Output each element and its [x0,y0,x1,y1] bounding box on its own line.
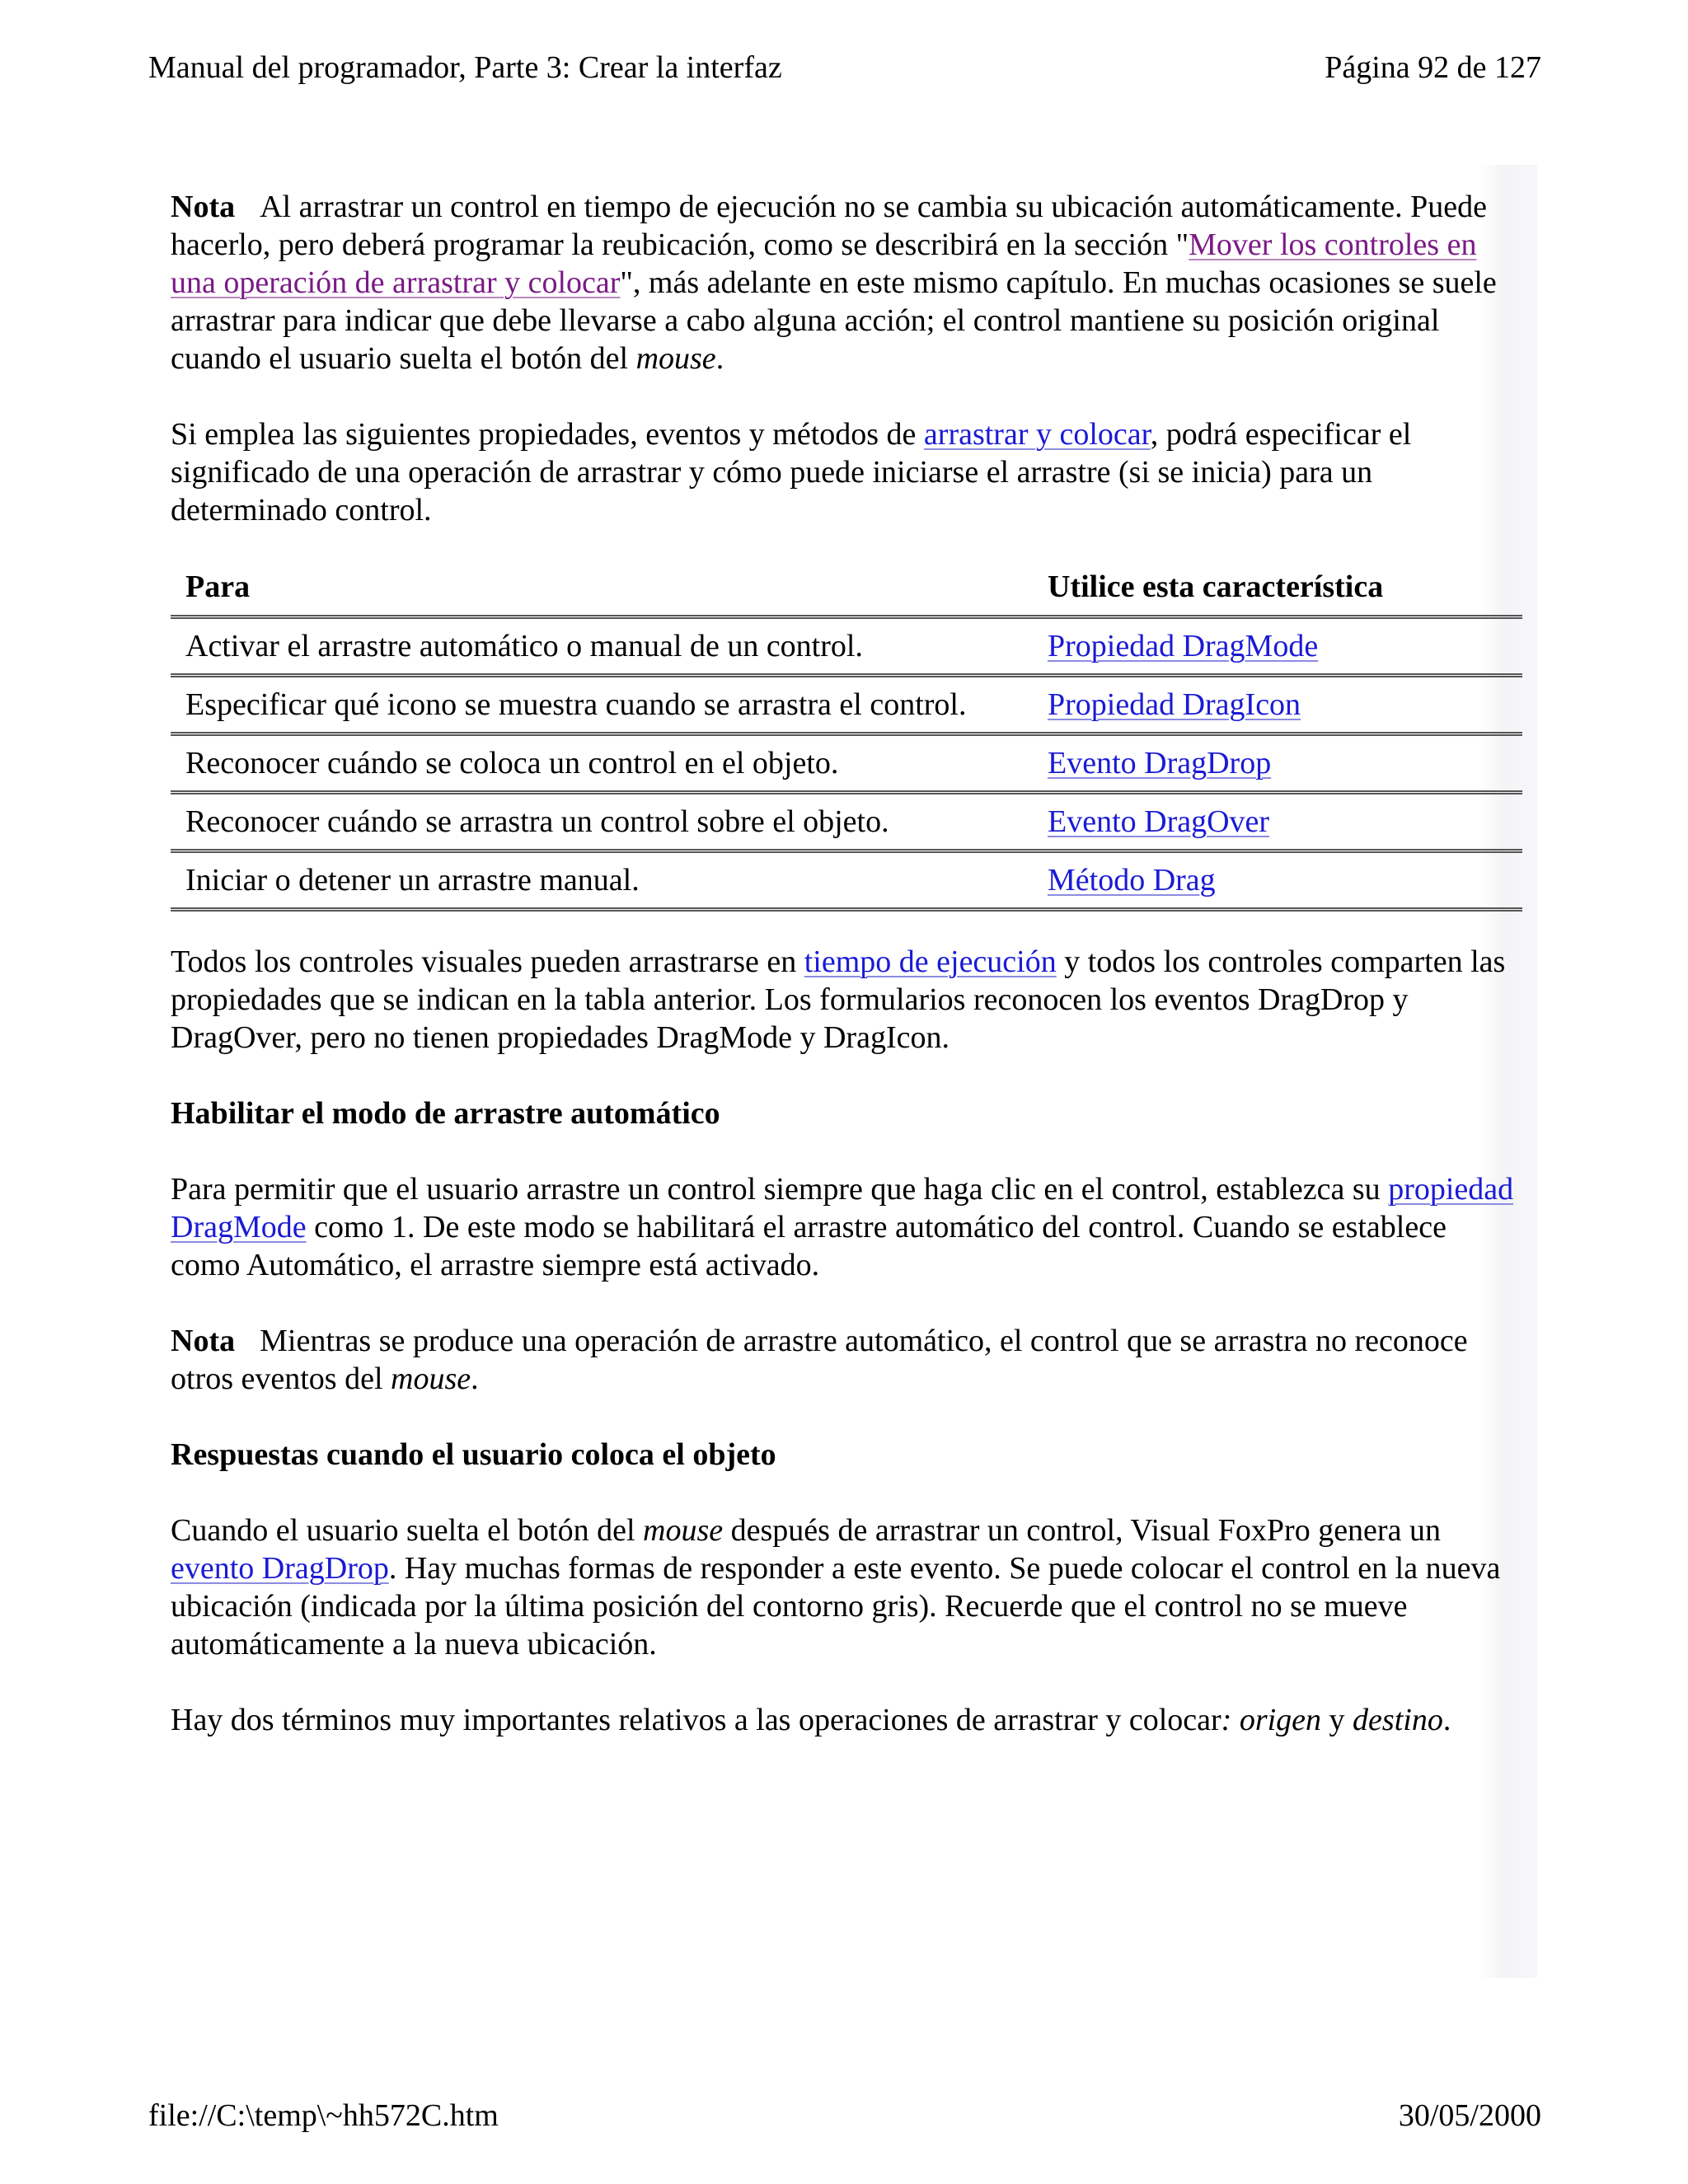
table-cell-feature [1033,793,1522,851]
propiedad-dragmode-link[interactable]: propiedad DragMode [171,1172,1514,1244]
terms-paragraph: Hay dos términos muy importantes relativos a las operaciones de arrastrar y colocar: origen y destino. [171,1703,1451,1737]
column-header-feature: Utilice esta característica [1033,567,1522,617]
tiempo-ejecucion-link[interactable]: tiempo de ejecución [804,944,1057,979]
page-number: Página 92 de 127 [1325,50,1541,85]
table-cell-purpose: Reconocer cuándo se arrastra un control sobre el objeto. [171,793,1033,851]
features-table [171,567,1522,912]
dragdrop-paragraph: Cuando el usuario suelta el botón del mouse después de arrastrar un control, Visual FoxPro genera un evento DragDrop. Hay muchas formas de responder a este evento. Se puede colocar el control en la nueva ubicación (indicada por la última posición del contorno gris). Recuerde que el control no se mueve automáticamente a la nueva ubicación. [171,1513,1501,1661]
section-heading-drop-response: Respuestas cuando el usuario coloca el objeto [171,1437,776,1472]
table-row [171,676,1522,734]
table-cell-feature [1033,734,1522,793]
dragover-link[interactable]: Evento DragOver [1048,804,1270,839]
drag-method-link[interactable]: Método Drag [1048,863,1216,898]
dragicon-link[interactable]: Propiedad DragIcon [1048,687,1301,722]
print-date: 30/05/2000 [1398,2098,1541,2133]
running-header [148,49,1541,86]
controls-paragraph: Todos los controles visuales pueden arrastrarse en tiempo de ejecución y todos los controles comparten las propiedades que se indican en la tabla anterior. Los formularios reconocen los eventos DragDrop y DragOver, pero no tienen propiedades DragMode y DragIcon. [171,944,1506,1055]
dragmode-paragraph: Para permitir que el usuario arrastre un control siempre que haga clic en el control, establezca su propiedad DragMode como 1. De este modo se habilitará el arrastre automático del control. Cuando se establece como Automático, el arrastre siempre está activado. [171,1172,1514,1282]
table-cell-purpose: Activar el arrastre automático o manual de un control. [171,617,1033,676]
table-row [171,734,1522,793]
arrastrar-colocar-link[interactable]: arrastrar y colocar [923,417,1151,452]
table-cell-purpose: Reconocer cuándo se coloca un control en el objeto. [171,734,1033,793]
note-label: Nota [171,190,236,224]
table-cell-purpose: Especificar qué icono se muestra cuando se arrastra el control. [171,676,1033,734]
evento-dragdrop-link[interactable]: evento DragDrop [171,1551,389,1586]
table-cell-feature [1033,617,1522,676]
column-header-para: Para [171,567,1033,617]
dragmode-link[interactable]: Propiedad DragMode [1048,629,1319,663]
intro-paragraph: Si emplea las siguientes propiedades, eventos y métodos de arrastrar y colocar, podrá especificar el significado de una operación de arrastrar y cómo puede iniciarse el arrastre (si se inicia) para un determinado control. [171,417,1412,527]
note-label: Nota [171,1324,236,1358]
document-body [171,188,1522,1777]
note-paragraph: Nota Al arrastrar un control en tiempo de ejecución no se cambia su ubicación automáticamente. Puede hacerlo, pero deberá programar la reubicación, como se describirá en la sección "Mover los controles en una operación de arrastrar y colocar", más adelante en este mismo capítulo. En muchas ocasiones se suele arrastrar para indicar que debe llevarse a cabo alguna acción; el control mantiene su posición original cuando el usuario suelta el botón del mouse. [171,190,1497,376]
table-cell-feature [1033,676,1522,734]
table-header-row [171,567,1522,617]
running-footer [148,2097,1541,2134]
section-heading-automatic-drag: Habilitar el modo de arrastre automático [171,1096,720,1131]
mover-controles-link[interactable]: Mover los controles en una operación de arrastrar y colocar [171,227,1477,300]
table-cell-feature [1033,851,1522,910]
document-title: Manual del programador, Parte 3: Crear la interfaz [148,50,782,85]
table-cell-purpose: Iniciar o detener un arrastre manual. [171,851,1033,910]
note-paragraph-2: Nota Mientras se produce una operación de arrastre automático, el control que se arrastra no reconoce otros eventos del mouse. [171,1324,1468,1396]
table-row [171,793,1522,851]
table-row [171,851,1522,910]
file-path: file://C:\temp\~hh572C.htm [148,2098,499,2133]
dragdrop-link[interactable]: Evento DragDrop [1048,746,1272,780]
table-row [171,617,1522,676]
